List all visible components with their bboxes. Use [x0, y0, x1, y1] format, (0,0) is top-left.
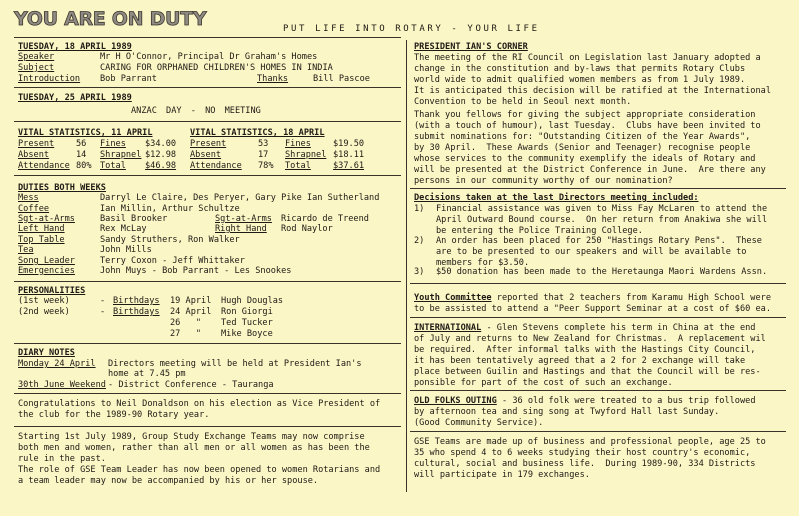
congratulations-text: Congratulations to Neil Donaldson on his election as Vice President of the club for the 1989-90 Rotary year. [18, 399, 381, 420]
decision-number: 3) [414, 267, 425, 277]
dash: - [100, 296, 106, 306]
stat-label: Attendance [190, 161, 242, 171]
duty-value: Sandy Struthers, Ron Walker [100, 235, 240, 245]
stat-value: 80% [76, 161, 92, 171]
divider [410, 431, 786, 432]
birthday-date: 27 " [170, 329, 202, 339]
stat-label: Present [18, 139, 55, 149]
stat-value: 56 [76, 139, 87, 149]
corner-para2: Thank you fellows for giving the subject appropriate consideration (with a touch of humour), last Tuesday. Clubs have been invited to submit nominations for: "Outstanding Citizen of the Year Awards", by 30 April. These Awards (Senior and Teenager) recognise people whose services to the community exemplify the ideals of Rotary and will be presented at the District Conference in June. Are there any persons in our community worthy of our nomination? [414, 110, 766, 186]
old-folks-line1 [414, 396, 756, 407]
duty-label: Tea [18, 245, 34, 255]
duty-value: Ricardo de Treend [281, 214, 369, 224]
stat-label: Absent [190, 150, 222, 160]
diary-heading: DIARY NOTES [18, 348, 75, 358]
divider [14, 426, 401, 427]
birthdays-label: Birthdays [113, 307, 160, 317]
column-divider [406, 40, 407, 492]
duty-value: Rod Naylor [281, 224, 333, 234]
international-heading: INTERNATIONAL [414, 323, 482, 333]
duty-value: Rex McLay [100, 224, 147, 234]
stat-value: $37.61 [333, 161, 365, 171]
stat-value: $18.11 [333, 150, 365, 160]
stat-label: Present [190, 139, 227, 149]
duty-label: Mess [18, 193, 39, 203]
duty-value: John Muys - Bob Parrant - Les Snookes [100, 266, 292, 276]
duty-label: Left Hand [18, 224, 65, 234]
thanks-value: Bill Pascoe [313, 74, 370, 84]
subject-value: CARING FOR ORPHANED CHILDREN'S HOMES IN INDIA [100, 63, 333, 73]
week1-label: (1st week) [18, 296, 70, 306]
divider [14, 87, 401, 88]
divider [14, 175, 401, 176]
old-folks-heading: OLD FOLKS OUTING [414, 396, 497, 406]
duty-value: Ian Millin, Arthur Schultze [100, 204, 240, 214]
decision-number: 2) [414, 236, 425, 246]
divider [410, 188, 786, 189]
masthead-logo: YOU ARE ON DUTY [14, 8, 207, 30]
week2-label: (2nd week) [18, 307, 70, 317]
diary-entry-text: home at 7.45 pm [108, 369, 186, 379]
divider [14, 343, 401, 344]
stat-value: 78% [258, 161, 274, 171]
divider [14, 393, 401, 394]
corner-para1: The meeting of the RI Council on Legislation last January adopted a change in the constitution and by-laws that permits Rotary Clubs world wide to admit qualified women members as from 1 July 1989. It is anticipated this decision will be ratified at the International Convention to be held in Seoul next month. [414, 53, 771, 107]
personalities-heading: PERSONALITIES [18, 286, 86, 296]
dash: - [100, 307, 106, 317]
speaker-value: Mr H O'Connor, Principal Dr Graham's Homes [100, 52, 318, 62]
duty-value: Basil Brooker [100, 214, 168, 224]
stat-value: $12.98 [145, 150, 177, 160]
duties-heading: DUTIES BOTH WEEKS [18, 183, 106, 193]
birthday-date: 24 April [170, 307, 212, 317]
divider [14, 281, 401, 282]
old-folks-text: - 36 old folk were treated to a bus trip followed [496, 396, 756, 406]
youth-line1 [414, 293, 771, 304]
duty-label: Song Leader [18, 256, 75, 266]
speaker-label: Speaker [18, 52, 55, 62]
birthday-name: Ron Giorgi [221, 307, 273, 317]
meeting1-heading: TUESDAY, 18 APRIL 1989 [18, 42, 132, 52]
birthdays-label: Birthdays [113, 296, 160, 306]
stat-label: Shrapnel [100, 150, 142, 160]
decision-number: 1) [414, 204, 425, 214]
decision-text: Financial assistance was given to Miss Fay McLaren to attend the April Outward Bound course. On her return from Anakiwa she will be entering the Police Training College. [436, 204, 768, 236]
introduction-label: Introduction [18, 74, 81, 84]
birthday-name: Mike Boyce [221, 329, 273, 339]
divider [410, 283, 786, 284]
duty-label: Emergencies [18, 266, 75, 276]
stat-label: Attendance [18, 161, 70, 171]
gse-teams-text: GSE Teams are made up of business and professional people, age 25 to 35 who spend 4 to 6 weeks studying their host country's economic, cultural, social and business life. During 1989-90, 334 Districts will participate in 179 exchanges. [414, 437, 766, 480]
youth-text: reported that 2 teachers from Karamu High School were [491, 293, 771, 303]
birthday-name: Hugh Douglas [221, 296, 284, 306]
birthday-date: 26 " [170, 318, 202, 328]
stat-value: $46.98 [145, 161, 177, 171]
stat-label: Shrapnel [285, 150, 327, 160]
decision-text: $50 donation has been made to the Heretaunga Maori Wardens Assn. [436, 267, 768, 277]
meeting2-heading: TUESDAY, 25 APRIL 1989 [18, 93, 132, 103]
introduction-value: Bob Parrant [100, 74, 157, 84]
diary-entry-label: Monday 24 April [18, 359, 96, 369]
duty-label: Sgt-at-Arms [18, 214, 75, 224]
thanks-label: Thanks [257, 74, 289, 84]
stat-value: $19.50 [333, 139, 365, 149]
subject-label: Subject [18, 63, 55, 73]
duty-label: Top Table [18, 235, 65, 245]
duty-value: Darryl Le Claire, Des Peryer, Gary Pike Ian Sutherland [100, 193, 380, 203]
stat-label: Absent [18, 150, 50, 160]
birthday-date: 19 April [170, 296, 212, 306]
diary-entry-text: - District Conference - Tauranga [108, 380, 274, 390]
international-text: - Glen Stevens complete his term in China at the end [481, 323, 756, 333]
duty-label: Right Hand [215, 224, 267, 234]
duty-label: Sgt-at-Arms [215, 214, 272, 224]
duty-value: John Mills [100, 245, 152, 255]
stat-label: Fines [285, 139, 311, 149]
stat-value: 14 [76, 150, 87, 160]
corner-heading: PRESIDENT IAN'S CORNER [414, 42, 528, 52]
international-rest: of July and returns to New Zealand for Christmas. A replacement wil be required. After informal talks with the Hastings City Council, it has been tentatively agreed that a 2 for 2 exchange will take place between Guilin and Hastings and that the Council will be res- ponsible for part of the cost of such an exchange. [414, 334, 766, 388]
decision-text: An order has been placed for 250 "Hastings Rotary Pens". These are to be presented to our speakers and will be available to members for $3.50. [436, 236, 762, 268]
duty-value: Terry Coxon - Jeff Whittaker [100, 256, 245, 266]
old-folks-rest: by afternoon tea and sing song at Twyford Hall last Sunday. (Good Community Service). [414, 407, 720, 428]
stat-label: Total [100, 161, 126, 171]
diary-entry-text: Directors meeting will be held at President Ian's [108, 359, 362, 369]
stats1-heading: VITAL STATISTICS, 11 APRIL [18, 128, 153, 138]
stat-label: Total [285, 161, 311, 171]
youth-line2: to be assisted to attend a "Peer Support Seminar at a cost of $60 ea. [414, 304, 771, 314]
divider [410, 317, 786, 318]
divider [410, 390, 786, 391]
diary-entry-label: 30th June Weekend [18, 380, 106, 390]
stat-label: Fines [100, 139, 126, 149]
stats2-heading: VITAL STATISTICS, 18 APRIL [190, 128, 325, 138]
stat-value: $34.00 [145, 139, 177, 149]
duty-label: Coffee [18, 204, 50, 214]
decisions-heading: Decisions taken at the last Directors meeting included: [414, 193, 699, 203]
anzac-note: ANZAC DAY - NO MEETING [131, 106, 261, 116]
international-line1 [414, 323, 755, 334]
gse-change-text: Starting 1st July 1989, Group Study Exchange Teams may now comprise both men and women, rather than all men or all women as has been the rule in the past. The role of GSE Team Leader has now been opened to women Rotarians and a team leader may now be accompanied by his or her spouse. [18, 432, 381, 486]
divider [14, 121, 401, 122]
stat-value: 17 [258, 150, 269, 160]
stat-value: 53 [258, 139, 269, 149]
birthday-name: Ted Tucker [221, 318, 273, 328]
divider [14, 37, 401, 38]
tagline: PUT LIFE INTO ROTARY - YOUR LIFE [283, 24, 540, 34]
youth-heading: Youth Committee [414, 293, 492, 303]
